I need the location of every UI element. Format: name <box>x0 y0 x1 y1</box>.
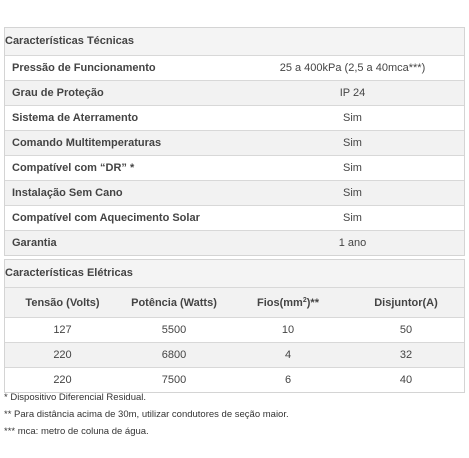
header-wires-suffix: )** <box>306 296 319 309</box>
footnote-distance: ** Para distância acima de 30m, utilizar condutores de seção maior. <box>4 409 289 420</box>
spec-value: 25 a 400kPa (2,5 a 40mca***) <box>279 62 426 74</box>
header-wires-sup: 2 <box>302 296 307 304</box>
cell-wires: 6 <box>284 374 292 386</box>
electrical-header-row <box>5 287 464 317</box>
technical-specs-title: Características Técnicas <box>5 35 135 47</box>
electrical-specs-table <box>4 259 465 393</box>
cell-voltage: 127 <box>53 324 72 336</box>
table-row <box>5 80 464 105</box>
spec-value: Sim <box>343 162 362 174</box>
cell-power: 7500 <box>161 374 187 386</box>
spec-value: IP 24 <box>339 87 366 99</box>
cell-wires: 4 <box>284 349 292 361</box>
footnote-mca: *** mca: metro de coluna de água. <box>4 426 149 437</box>
spec-label: Grau de Proteção <box>12 87 104 99</box>
spec-label: Comando Multitemperaturas <box>12 137 162 149</box>
spec-label: Compatível com “DR” * <box>12 162 135 174</box>
cell-power: 5500 <box>161 324 187 336</box>
table-row <box>5 155 464 180</box>
header-breaker: Disjuntor(A) <box>374 296 438 309</box>
spec-label: Instalação Sem Cano <box>12 187 123 199</box>
table-row <box>5 205 464 230</box>
technical-specs-table <box>4 27 465 256</box>
header-power: Potência (Watts) <box>131 296 217 309</box>
cell-breaker: 40 <box>399 374 413 386</box>
header-wires-prefix: Fios(mm <box>257 296 303 309</box>
spec-label: Garantia <box>12 237 57 249</box>
footnote-dr: * Dispositivo Diferencial Residual. <box>4 392 147 403</box>
table-row <box>5 317 464 342</box>
spec-label: Sistema de Aterramento <box>12 112 139 124</box>
spec-label: Compatível com Aquecimento Solar <box>12 212 200 224</box>
footnotes <box>4 389 289 440</box>
spec-value: Sim <box>343 187 362 199</box>
header-voltage: Tensão (Volts) <box>25 296 100 309</box>
spec-label: Pressão de Funcionamento <box>12 62 156 74</box>
table-row <box>5 342 464 367</box>
electrical-specs-title: Características Elétricas <box>5 267 133 279</box>
spec-value: Sim <box>343 137 362 149</box>
cell-power: 6800 <box>161 349 187 361</box>
header-wires <box>228 297 348 309</box>
cell-voltage: 220 <box>53 374 72 386</box>
table-row <box>5 55 464 80</box>
table-row <box>5 130 464 155</box>
table-row <box>5 105 464 130</box>
cell-breaker: 32 <box>399 349 413 361</box>
cell-breaker: 50 <box>399 324 413 336</box>
spec-value: Sim <box>343 212 362 224</box>
spec-value: 1 ano <box>338 237 367 249</box>
table-row <box>5 180 464 205</box>
table-row <box>5 230 464 255</box>
cell-wires: 10 <box>281 324 295 336</box>
spec-value: Sim <box>343 112 362 124</box>
cell-voltage: 220 <box>53 349 72 361</box>
